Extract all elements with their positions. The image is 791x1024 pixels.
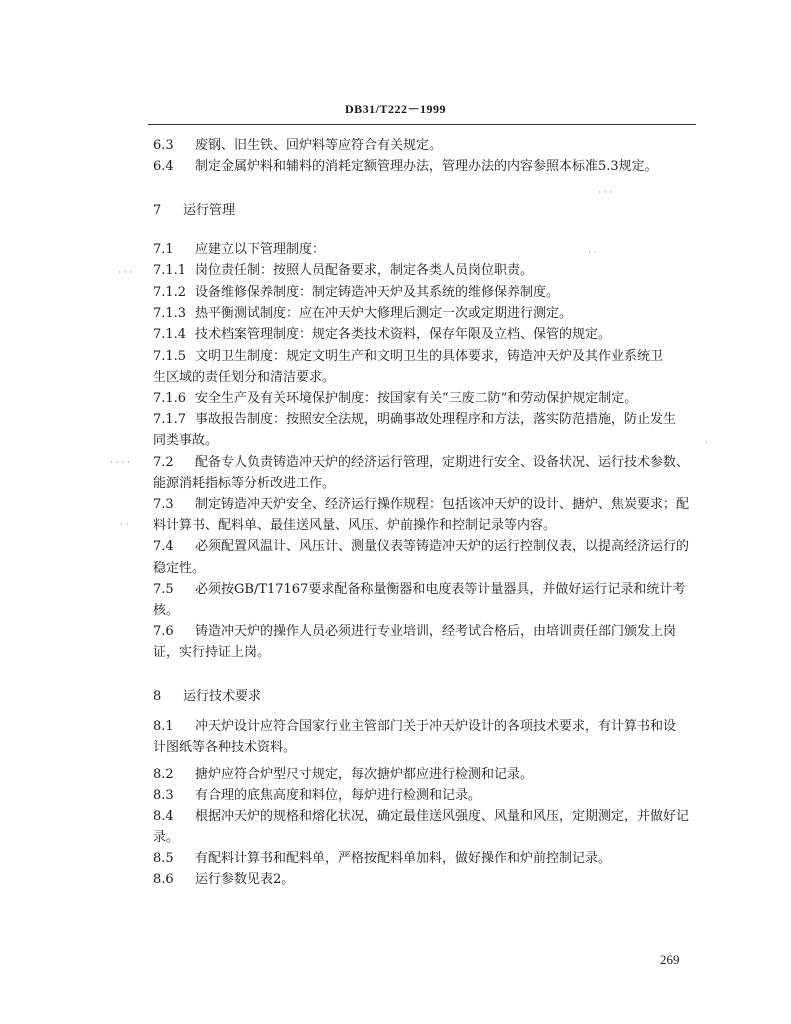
clause-7-1-5 [153, 348, 698, 366]
clause-text: 设备维修保养制度：制定铸造冲天炉及其系统的维修保养制度。 [195, 285, 560, 300]
clause-6-4 [153, 158, 698, 176]
clause-8-1 [153, 718, 698, 736]
scan-speck: · · · [118, 268, 133, 278]
clause-text: 计图纸等各种技术资料。 [153, 740, 297, 755]
clause-number: 7.1.1 [153, 263, 187, 278]
clause-text: 搪炉应符合炉型尺寸规定，每次搪炉都应进行检测和记录。 [195, 767, 534, 782]
clause-number: 7.1.3 [153, 306, 187, 321]
clause-text: 运行管理 [183, 203, 236, 218]
clause-text: 证，实行持证上岗。 [153, 645, 271, 660]
clause-continuation [153, 475, 698, 493]
clause-8-6 [153, 871, 698, 889]
clause-number: 7.5 [153, 582, 174, 597]
clause-continuation [153, 517, 698, 535]
clause-text: 废钢、旧生铁、回炉料等应符合有关规定。 [195, 138, 443, 153]
clause-8-4 [153, 808, 698, 826]
page-number: 269 [660, 952, 680, 967]
clause-text: 能源消耗指标等分析改进工作。 [153, 476, 336, 491]
clause-number: 7.2 [153, 455, 174, 470]
clause-text: 安全生产及有关环境保护制度：按国家有关“三废二防”和劳动保护规定制定。 [195, 391, 638, 406]
clause-7-4 [153, 538, 698, 556]
clause-continuation [153, 739, 698, 757]
clause-continuation [153, 602, 698, 620]
clause-text: 核。 [153, 603, 180, 618]
clause-text: 根据冲天炉的规格和熔化状况，确定最佳送风强度、风量和风压，定期测定，并做好记 [195, 809, 690, 824]
clause-8 [153, 688, 698, 706]
clause-text: 运行参数见表2。 [195, 872, 295, 887]
clause-number: 7.1.5 [153, 349, 187, 364]
clause-number: 7.1.6 [153, 391, 187, 406]
clause-8-2 [153, 766, 698, 784]
clause-7-2 [153, 454, 698, 472]
clause-7-1-2 [153, 284, 698, 302]
clause-text: 同类事故。 [153, 433, 219, 448]
clause-text: 应建立以下管理制度： [195, 242, 326, 257]
clause-8-5 [153, 850, 698, 868]
scan-speck: · · [588, 248, 597, 258]
clause-number: 8.4 [153, 809, 174, 824]
clause-number: 8.6 [153, 872, 174, 887]
page-header-code: DB31/T222－1999 [344, 102, 446, 116]
clause-continuation [153, 560, 698, 578]
clause-number: 7.1.4 [153, 327, 187, 342]
clause-number: 6.4 [153, 159, 174, 174]
clause-7-3 [153, 496, 698, 514]
clause-7-1-1 [153, 262, 698, 280]
clause-number: 7.1.2 [153, 285, 187, 300]
clause-number: 7.1 [153, 242, 174, 257]
header-rule [148, 124, 696, 125]
clause-text: 热平衡测试制度：应在冲天炉大修理后测定一次或定期进行测定。 [195, 306, 573, 321]
clause-number: 7 [153, 203, 162, 218]
clause-7 [153, 202, 698, 220]
scan-speck: · · · [598, 188, 613, 198]
clause-number: 8.2 [153, 767, 174, 782]
clause-text: 有合理的底焦高度和料位，每炉进行检测和记录。 [195, 788, 482, 803]
clause-text: 录。 [153, 830, 180, 845]
clause-continuation [153, 829, 698, 847]
scan-speck: · · · · [110, 458, 131, 468]
clause-continuation [153, 432, 698, 450]
clause-text: 必须配置风温计、风压计、测量仪表等铸造冲天炉的运行控制仪表，以提高经济运行的 [195, 539, 690, 554]
clause-7-1 [153, 241, 698, 259]
clause-number: 7.4 [153, 539, 174, 554]
scan-speck: · · [120, 520, 129, 530]
clause-number: 7.1.7 [153, 412, 187, 427]
clause-number: 8.5 [153, 851, 174, 866]
clause-text: 技术档案管理制度：规定各类技术资料，保存年限及立档、保管的规定。 [195, 327, 612, 342]
clause-7-1-3 [153, 305, 698, 323]
clause-text: 冲天炉设计应符合国家行业主管部门关于冲天炉设计的各项技术要求，有计算书和设 [195, 719, 677, 734]
clause-7-6 [153, 623, 698, 641]
clause-number: 6.3 [153, 138, 174, 153]
clause-7-5 [153, 581, 698, 599]
clause-text: 文明卫生制度：规定文明生产和文明卫生的具体要求，铸造冲天炉及其作业系统卫 [195, 349, 664, 364]
clause-text: 稳定性。 [153, 561, 206, 576]
clause-text: 制定金属炉料和辅料的消耗定额管理办法，管理办法的内容参照本标准5.3规定。 [195, 159, 658, 174]
clause-number: 8.1 [153, 719, 174, 734]
clause-text: 运行技术要求 [183, 689, 262, 704]
clause-6-3 [153, 137, 698, 155]
clause-8-3 [153, 787, 698, 805]
clause-number: 8.3 [153, 788, 174, 803]
clause-number: 7.3 [153, 497, 174, 512]
clause-continuation [153, 369, 698, 387]
clause-text: 料计算书、配料单、最佳送风量、风压、炉前操作和控制记录等内容。 [153, 518, 557, 533]
clause-text: 事故报告制度：按照安全法规，明确事故处理程序和方法，落实防范措施，防止发生 [195, 412, 677, 427]
clause-7-1-4 [153, 326, 698, 344]
clause-number: 7.6 [153, 624, 174, 639]
clause-number: 8 [153, 689, 162, 704]
clause-text: 配备专人负责铸造冲天炉的经济运行管理，定期进行安全、设备状况、运行技术参数、 [195, 455, 690, 470]
scan-speck: · [705, 438, 708, 448]
clause-text: 必须按GB/T17167要求配备称量衡器和电度表等计量器具，并做好运行记录和统计考 [195, 582, 686, 597]
clause-7-1-6 [153, 390, 698, 408]
clause-7-1-7 [153, 411, 698, 429]
clause-text: 制定铸造冲天炉安全、经济运行操作规程：包括该冲天炉的设计、搪炉、焦炭要求；配 [195, 497, 690, 512]
clause-text: 有配料计算书和配料单，严格按配料单加料，做好操作和炉前控制记录。 [195, 851, 612, 866]
clause-text: 岗位责任制：按照人员配备要求，制定各类人员岗位职责。 [195, 263, 534, 278]
clause-text: 生区域的责任划分和清洁要求。 [153, 370, 336, 385]
clause-continuation [153, 644, 698, 662]
clause-text: 铸造冲天炉的操作人员必须进行专业培训，经考试合格后，由培训责任部门颁发上岗 [195, 624, 677, 639]
